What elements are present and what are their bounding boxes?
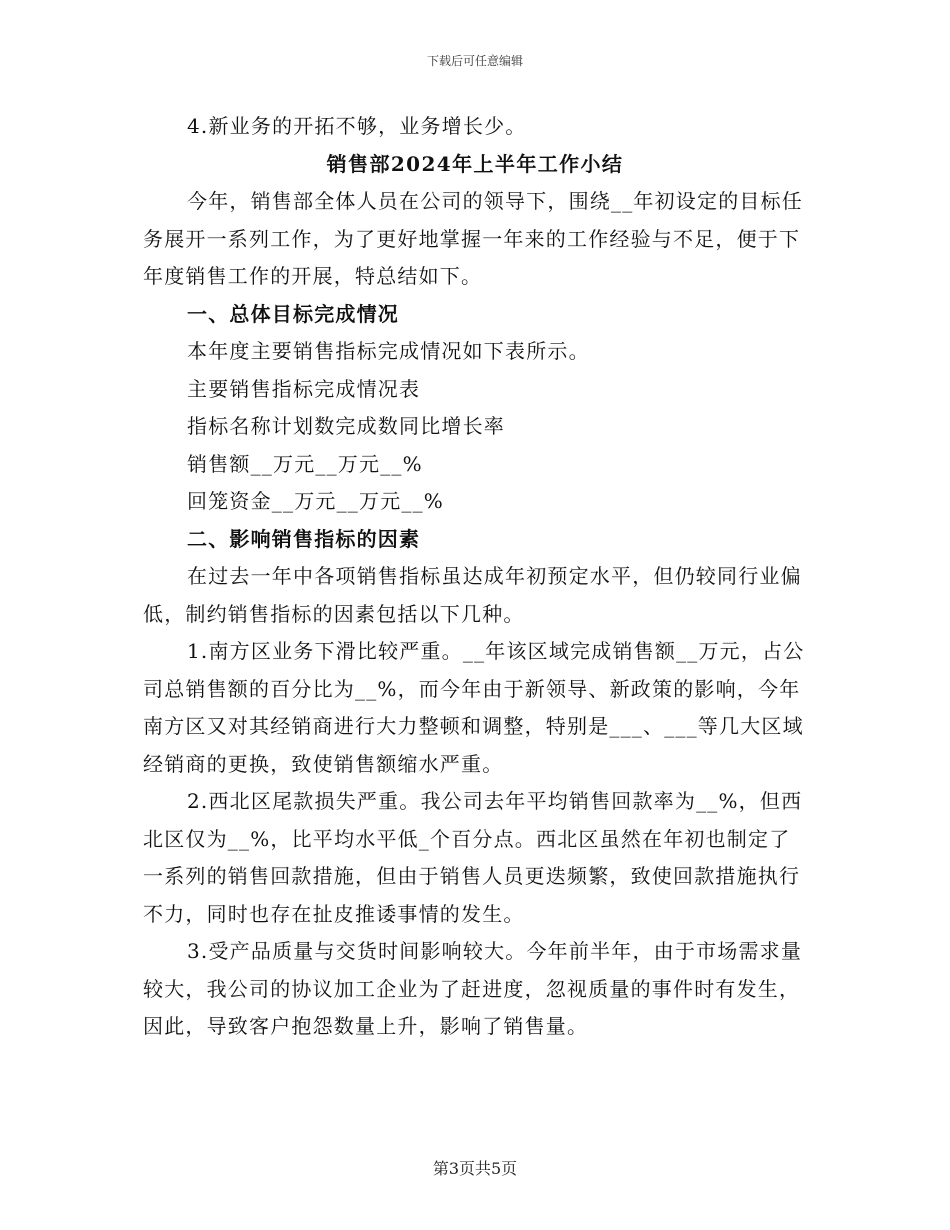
factor-1-paragraph: 1.南方区业务下滑比较严重。__年该区域完成销售额__万元，占公司总销售额的百分比为__%，而今年由于新领导、新政策的影响，今年南方区又对其经销商进行大力整顿和调整，特别是___、___等几大区域经销商的更换，致使销售额缩水严重。 [143, 639, 805, 776]
document-body [143, 108, 807, 1046]
page-header-note: 下载后可任意编辑 [426, 54, 523, 68]
intro-paragraph: 今年，销售部全体人员在公司的领导下，围绕__年初设定的目标任务展开一系列工作，为了更好地掌握一年来的工作经验与不足，便于下年度销售工作的开展，特总结如下。 [143, 189, 803, 288]
page-number: 第3页共5页 [432, 1159, 518, 1178]
section1-line-3: 指标名称计划数完成数同比增长率 [187, 414, 505, 438]
section2-paragraph: 在过去一年中各项销售指标虽达成年初预定水平，但仍较同行业偏低，制约销售指标的因素包括以下几种。 [143, 564, 802, 626]
factor-2-paragraph: 2.西北区尾款损失严重。我公司去年平均销售回款率为__%，但西北区仅为__%，比平均水平低_个百分点。西北区虽然在年初也制定了一系列的销售回款措施，但由于销售人员更迭频繁，致使回款措施执行不力，同时也存在扯皮推诿事情的发生。 [143, 789, 803, 926]
section-heading-1: 一、总体目标完成情况 [187, 301, 399, 326]
section1-line-2: 主要销售指标完成情况表 [187, 376, 421, 401]
section1-line-1: 本年度主要销售指标完成情况如下表所示。 [187, 339, 590, 363]
section1-line-4: 销售额__万元__万元__% [187, 451, 423, 476]
list-item-4: 4.新业务的开拓不够，业务增长少。 [187, 114, 527, 138]
document-title: 销售部2024年上半年工作小结 [326, 151, 624, 176]
section1-line-5: 回笼资金__万元__万元__% [187, 489, 445, 513]
factor-3-paragraph: 3.受产品质量与交货时间影响较大。今年前半年，由于市场需求量较大，我公司的协议加工企业为了赶进度，忽视质量的事件时有发生，因此，导致客户抱怨数量上升，影响了销售量。 [143, 939, 803, 1038]
section-heading-2: 二、影响销售指标的因素 [187, 526, 421, 551]
